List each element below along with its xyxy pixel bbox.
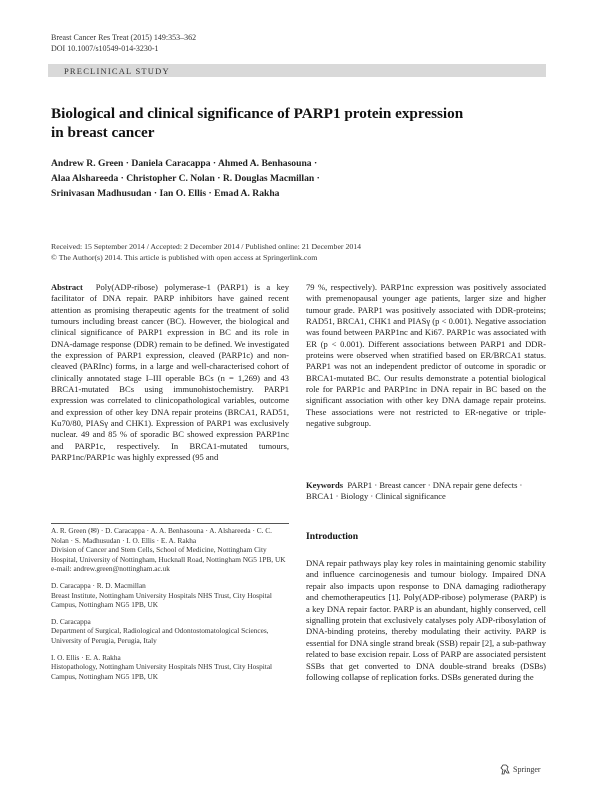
- corresponding-email[interactable]: e-mail: andrew.green@nottingham.ac.uk: [51, 564, 170, 574]
- affiliation-address: Histopathology, Nottingham University Hospitals NHS Trust, City Hospital Campus, Nottingham NG5 1PB, UK: [51, 662, 273, 681]
- journal-header: [51, 32, 196, 54]
- affiliation-authors: D. Caracappa: [51, 616, 91, 626]
- introduction-heading: Introduction: [306, 531, 359, 542]
- author-line: Andrew R. Green · Daniela Caracappa · Ahmed A. Benhasouna ·: [51, 158, 318, 169]
- author-line: Alaa Alshareeda · Christopher C. Nolan · R. Douglas Macmillan ·: [51, 173, 320, 184]
- journal-citation: Breast Cancer Res Treat (2015) 149:353–362: [51, 33, 197, 42]
- author-list: [51, 156, 471, 201]
- footnote-divider: [51, 523, 289, 524]
- journal-doi: DOI 10.1007/s10549-014-3230-1: [51, 44, 159, 53]
- affiliations: [51, 526, 289, 688]
- abstract-heading: Abstract: [51, 282, 83, 292]
- author-line: Srinivasan Madhusudan · Ian O. Ellis · Emad A. Rakha: [51, 188, 280, 199]
- springer-horse-icon: [500, 764, 510, 775]
- keywords-heading: Keywords: [306, 480, 344, 490]
- publisher-name: Springer: [513, 765, 541, 774]
- introduction-text: DNA repair pathways play key roles in maintaining genomic stability and influence carcinogenesis and tumour biology. Impaired DNA repair also impacts upon response to DNA damaging radiotherapy and chemotherapeutics [1]. Poly(ADP-ribose) polymerase (PARP) is a key DNA repair factor. PARP is an abundant, highly conserved, cell signalling protein that exclusively catalyses poly ADP-ribosylation of DNA-binding proteins, thereby modulating their activity. PARP is essential for DNA single strand break (SSB) repair [2], a sub-pathway related to base excision repair. Loss of PARP are associated persistent SSBs that get converted to DNA double-strand breaks (DSBs) following collapse of replication forks. DSBs generated during the: [306, 558, 546, 683]
- affiliation-address: Breast Institute, Nottingham University Hospitals NHS Trust, City Hospital Campus, Nottingham NG5 1PB, UK: [51, 590, 272, 610]
- publisher-logo: [500, 764, 541, 775]
- keywords-text: PARP1 · Breast cancer · DNA repair gene defects · BRCA1 · Biology · Clinical significance: [306, 480, 523, 502]
- section-label: PRECLINICAL STUDY: [64, 66, 170, 76]
- copyright-notice: © The Author(s) 2014. This article is published with open access at Springerlink.com: [51, 252, 318, 262]
- affiliation-authors: D. Caracappa · R. D. Macmillan: [51, 580, 146, 590]
- affiliation-address: Department of Surgical, Radiological and Odontostomatological Sciences, University of Perugia, Perugia, Italy: [51, 626, 269, 645]
- abstract-left-column: [51, 282, 289, 464]
- affiliation-authors: A. R. Green (✉) · D. Caracappa · A. A. Benhasouna · A. Alshareeda · C. C. Nolan · S. Madhusudan · I. O. Ellis · E. A. Rakha: [51, 526, 272, 545]
- abstract-text-right: 79 %, respectively). PARP1nc expression was positively associated with premenopausal younger age patients, larger size and higher tumour grade. PARP1 was positively associated with DDR-proteins; RAD51, BRCA1, CHK1 and PIASγ (p < 0.001). Negative association was found between PARP1nc and Ki67. PARP1c was associated with ER (p < 0.001). Different associations between PARP1 and DDR-proteins were observed when stratified based on ER/BRCA1 status. PARP1 was not an independent predictor of outcome in sporadic or BRCA1-mutated BC. Our results demonstrate a potential biological role for PARP1c and PARP1nc in DNA repair in BC based on the significant association with other key DNA damage repair proteins. These associations were not restricted to ER-negative or triple-negative subgroup.: [306, 282, 546, 429]
- abstract-text-left: Poly(ADP-ribose) polymerase-1 (PARP1) is a key facilitator of DNA repair. PARP inhibitors have gained recent attention as promising therapeutic agents for the treatment of solid tumours including breast cancer (BC). However, the biological and clinical significance of PARP1 expression in BC and its role in DNA-damage response (DDR) remain to be defined. We investigated the expression of PARP1 expression, cleaved (PARP1c) and non-cleaved (PARInc) forms, in a large and well-characterised cohort of clinically annotated stage I–III operable BCs (n = 1,269) and 43 BRCA1-mutated BCs using immunohistochemistry. PARP1 expression was correlated to clinicopathological variables, outcome and expression of other key DNA repair proteins (BRCA1, RAD51, Ku70/80, PIASγ and CHK1). Expression of PARP1 was exclusively nuclear. 49 and 85 % of sporadic BC showed expression PARP1nc and PARP1c, respectively. In BRCA1-mutated tumours, PARP1nc/PARP1c was highly expressed (95 and: [51, 282, 290, 463]
- keywords: [306, 480, 546, 503]
- abstract-right-column: [306, 282, 546, 429]
- article-dates: [51, 242, 546, 263]
- article-title: Biological and clinical significance of PARP1 protein expression in breast cancer: [51, 105, 464, 141]
- affiliation-authors: I. O. Ellis · E. A. Rakha: [51, 652, 121, 662]
- publication-dates: Received: 15 September 2014 / Accepted: 2 December 2014 / Published online: 21 December 2014: [51, 242, 362, 251]
- affiliation-address: Division of Cancer and Stem Cells, School of Medicine, Nottingham City Hospital, University of Nottingham, Hucknall Road, Nottingham NG5 1PB, UK: [51, 545, 286, 564]
